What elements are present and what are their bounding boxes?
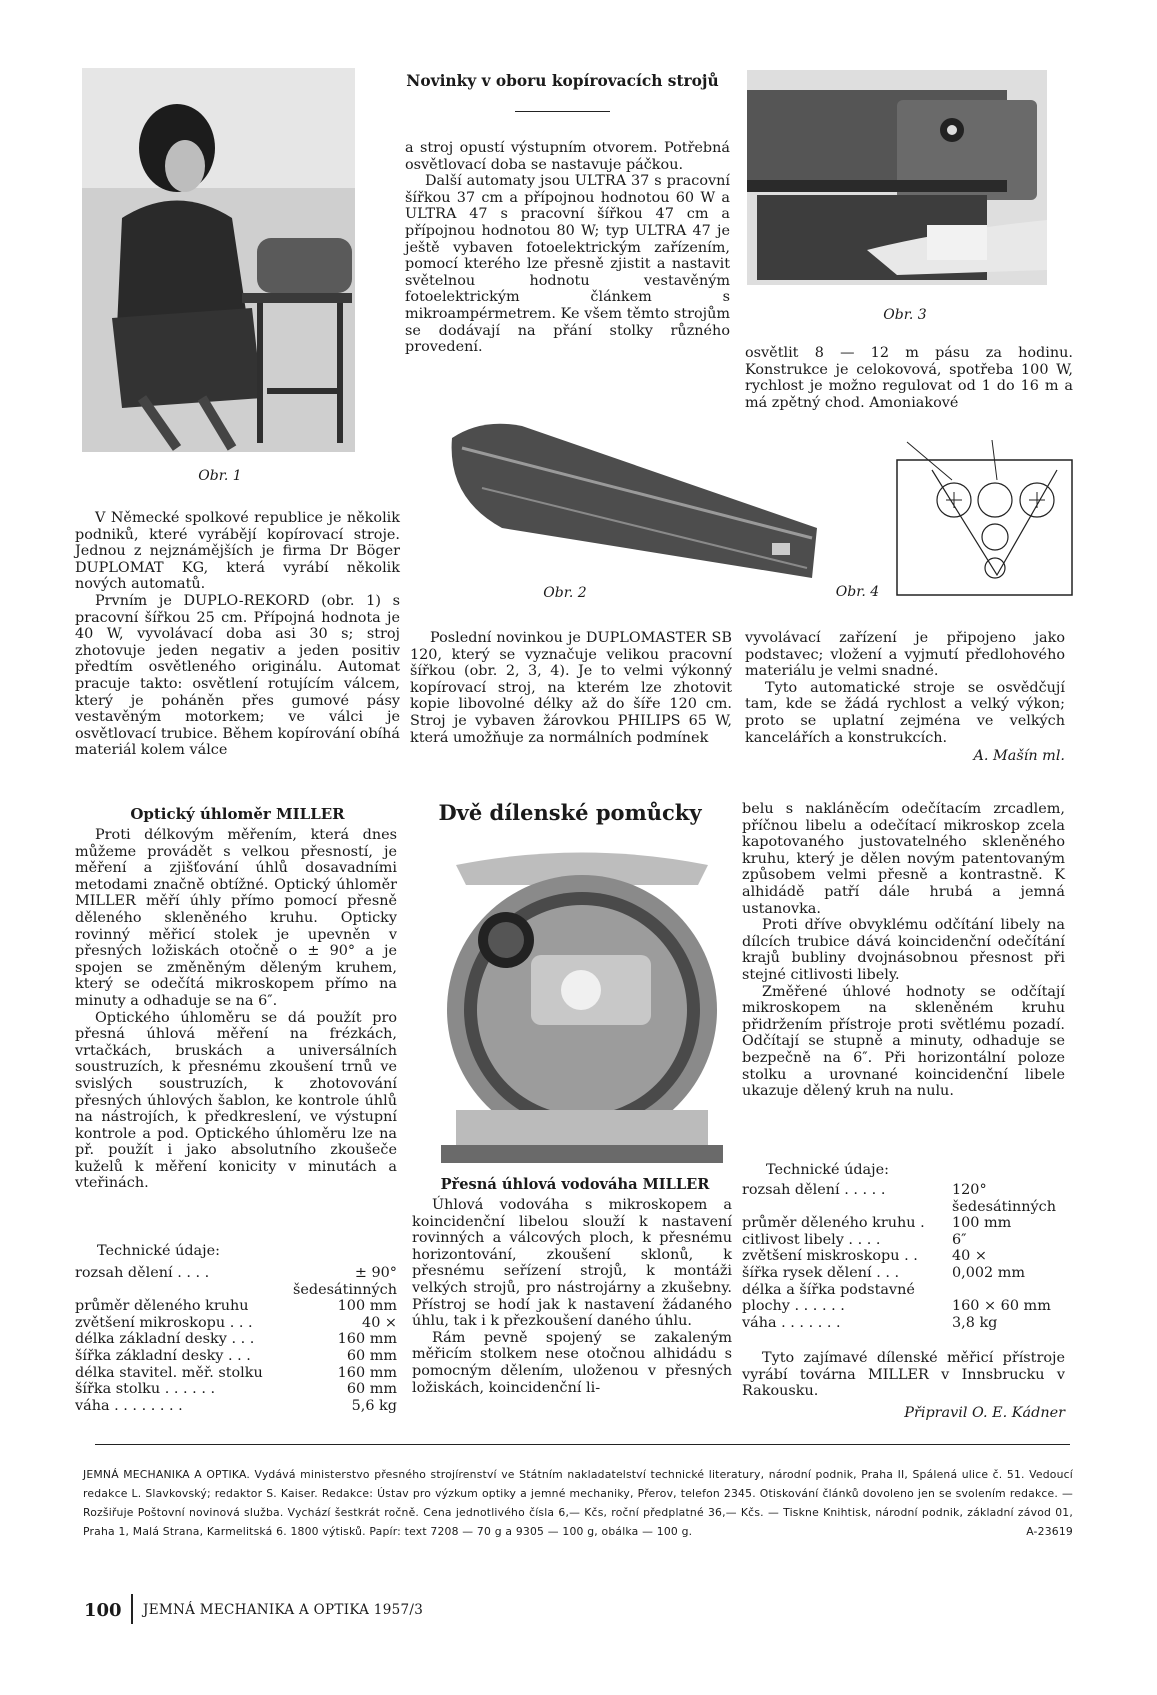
spec-name: citlivost libely . . . . [742, 1231, 881, 1248]
imprint-text [83, 1465, 1073, 1541]
spec-name: průměr děleného kruhu [75, 1298, 249, 1315]
spec-value: 60 mm [346, 1381, 397, 1398]
middle-article-text [412, 1197, 732, 1396]
spec-value: 100 mm [952, 1215, 1012, 1232]
spec-value: 6″ [952, 1231, 967, 1248]
imprint-code: A-23619 [1026, 1525, 1073, 1538]
spec-row [742, 1182, 1062, 1215]
article-title: Novinky v oboru kopírovacích strojů [406, 72, 719, 90]
spec-value: 40 × [362, 1314, 397, 1331]
spec-row [75, 1298, 397, 1315]
footer-divider [131, 1594, 133, 1624]
spec-row [75, 1365, 397, 1382]
right-specs [742, 1182, 1062, 1331]
spec-row [742, 1215, 1062, 1232]
spec-value: 160 mm [337, 1364, 397, 1381]
left-specs-label: Technické údaje: [97, 1243, 220, 1259]
spec-row [75, 1315, 397, 1332]
spec-row [75, 1331, 397, 1348]
spec-name: váha . . . . . . . [742, 1314, 841, 1331]
figure-3-caption: Obr. 3 [883, 307, 927, 323]
spec-value: 160 mm [337, 1331, 397, 1348]
figure-4-caption: Obr. 4 [835, 584, 880, 600]
spec-row [742, 1248, 1062, 1265]
top-author: A. Mašín ml. [973, 748, 1065, 764]
top-col2-bottom-text [410, 630, 732, 746]
spec-value: 5,6 kg [351, 1397, 397, 1414]
figure-4-diagram [892, 440, 1077, 598]
spec-row [742, 1315, 1062, 1332]
middle-article-title: Dvě dílenské pomůcky [438, 800, 702, 825]
spec-row [742, 1232, 1062, 1249]
protractor-image [436, 845, 728, 1165]
duplomaster-image [442, 418, 822, 596]
paragraph: Další automaty jsou ULTRA 37 s pracovní šířkou 37 cm a přípojnou hodnotou 60 W a ULTRA 47 s pracovní šířkou 47 cm a přípojnou hodnotou 80 W; typ ULTRA 47 je ještě vybaven fotoelektrickým zařízením, pomocí kterého lze přesně zjistit a nastavit světelnou hodnotu vestavěným fotoelektrickým článkem s mikroampérmetrem. Ke všem těmto strojům se dodávají na přání stolky různého provedení. [405, 173, 730, 356]
spec-name: délka stavitel. měř. stolku [75, 1364, 263, 1381]
right-closing-text [742, 1350, 1065, 1400]
figure-2-photo [442, 418, 822, 596]
spec-name: šířka stolku . . . . . . [75, 1381, 216, 1398]
spec-value: 160 × 60 mm [952, 1298, 1051, 1315]
paragraph: Proti délkovým měřením, která dnes můžeme provádět s velkou přesností, je měření a zjišťování úhlů dosavadními metodami značně obtížné. Optický úhloměr MILLER měří úhly přímo pomocí přesně děleného skleněného kruhu. Opticky rovinný měřicí stolek je upevněn v přesných ložiskách otočně o ± 90° a je spojen se změněným děleným kruhem, který se odečítá mikroskopem přímo na minuty a odhaduje se na 6″. [75, 827, 397, 1009]
right-author: Připravil O. E. Kádner [904, 1405, 1065, 1421]
middle-subtitle: Přesná úhlová vodováha MILLER [440, 1176, 710, 1193]
spec-value: 3,8 kg [952, 1314, 998, 1331]
top-col3-bottom-text [745, 630, 1065, 746]
paragraph: V Německé spolkové republice je několik podniků, které vyrábějí kopírovací stroje. Jednou z nejznámějších je firma Dr Böger DUPLOMAT KG, která vyrábí několik nových automatů. [75, 510, 400, 593]
paragraph: Poslední novinkou je DUPLOMASTER SB 120, který se vyznačuje velikou pracovní šířkou (obr. 2, 3, 4). Je to velmi výkonný kopírovací stroj, na kterém lze zhotovit kopie libovolné délky až do šíře 120 cm. Stroj je vybaven žárovkou PHILIPS 65 W, která umožňuje za normálních podmínek [410, 630, 732, 746]
spec-name: průměr děleného kruhu . [742, 1215, 925, 1232]
figure-1-photo [82, 68, 355, 452]
spec-name: váha . . . . . . . . [75, 1397, 183, 1414]
paragraph: Rám pevně spojený se zakaleným měřicím stolkem nese otočnou alhidádu s pomocným dělením, uloženou v přesných ložiskách, koincidenční li- [412, 1329, 732, 1396]
figure-1-caption: Obr. 1 [198, 468, 242, 484]
spec-row [75, 1348, 397, 1365]
right-specs-label: Technické údaje: [766, 1162, 889, 1178]
spec-value: 40 × [952, 1248, 987, 1265]
page-number: 100 [84, 1600, 122, 1621]
left-specs [75, 1265, 397, 1414]
title-rule [515, 111, 610, 112]
right-article-text [742, 801, 1065, 1100]
paragraph: Optického úhloměru se dá použít pro přesná úhlová měření na frézkách, vrtačkách, bruskách a universálních soustruzích, k přesnému zkoušení trnů ve svislých soustruzích, k zhotovování přesných úhlových šablon, ke kontrole úhlů na nástrojích, k předkreslení, ve výstupní kontrole a pod. Optického úhloměru lze na př. použít i jako absolutního zkoušeče kuželů k měření konicity v minutách a vteřinách. [75, 1009, 397, 1192]
paragraph: vyvolávací zařízení je připojeno jako podstavec; vložení a vyjmutí předlohového materiálu je velmi snadné. [745, 630, 1065, 680]
paragraph: osvětlit 8 — 12 m pásu za hodinu. Konstrukce je celokovová, spotřeba 100 W, rychlost je možno regulovat od 1 do 16 m a má zpětný chod. Amoniakové [745, 345, 1073, 411]
spec-value: 120° šedesátinných [952, 1182, 1056, 1215]
spec-name: šířka základní desky . . . [75, 1347, 251, 1364]
paragraph: Proti dříve obvyklému odčítání libely na dílcích trubice dává koincidenční odečítání krajů bubliny dvojnásobnou přesnost při stejné citlivosti libely. [742, 917, 1065, 983]
left-article-text [75, 827, 397, 1192]
paragraph: Prvním je DUPLO-REKORD (obr. 1) s pracovní šířkou 25 cm. Přípojná hodnota je 40 W, vyvolávací doba asi 30 s; stroj zhotovuje jeden negativ a jeden positiv předtím osvětleného originálu. Automat pracuje takto: osvětlení rotujícím válcem, který je poháněn přes gumové pásy vestavěným motorkem; ve válci je osvětlovací trubice. Během kopírování obíhá materiál kolem válce [75, 592, 400, 759]
paragraph: a stroj opustí výstupním otvorem. Potřebná osvětlovací doba se nastavuje páčkou. [405, 140, 730, 173]
spec-name: šířka rysek dělení . . . [742, 1264, 900, 1281]
spec-name: zvětšení miskroskopu . . [742, 1248, 918, 1265]
spec-name: délka a šířka podstavné plochy . . . . . . [742, 1281, 915, 1315]
top-col3-text [745, 345, 1073, 411]
copier-detail-image [747, 70, 1047, 285]
spec-row [75, 1398, 397, 1415]
spec-value: 100 mm [337, 1298, 397, 1315]
spec-value: 0,002 mm [952, 1264, 1026, 1281]
woman-at-copier-image [82, 68, 355, 452]
spec-name: rozsah dělení . . . . [75, 1265, 210, 1281]
spec-row [742, 1265, 1062, 1282]
left-article-title: Optický úhloměr MILLER [130, 805, 345, 823]
spec-row [75, 1265, 397, 1298]
spec-name: délka základní desky . . . [75, 1331, 255, 1348]
spec-value: ± 90° šedesátinných [293, 1265, 397, 1298]
paragraph: Tyto zajímavé dílenské měřicí přístroje vyrábí továrna MILLER v Innsbrucku v Rakousku. [742, 1350, 1065, 1400]
spec-value: 60 mm [346, 1347, 397, 1364]
figure-2-caption: Obr. 2 [543, 585, 587, 601]
spec-name: rozsah dělení . . . . . [742, 1182, 886, 1198]
spec-row [75, 1381, 397, 1398]
spec-row [742, 1282, 1062, 1315]
spec-name: zvětšení mikroskopu . . . [75, 1314, 253, 1331]
top-col1-text [75, 510, 400, 759]
journal-name: JEMNÁ MECHANIKA A OPTIKA 1957/3 [143, 1602, 424, 1618]
top-col2-text [405, 140, 730, 356]
paragraph: Tyto automatické stroje se osvědčují tam, kde se žádá rychlost a velký výkon; proto se uplatní zejména ve velkých kancelářích a konstrukcích. [745, 679, 1065, 746]
paragraph: Změřené úhlové hodnoty se odčítají mikroskopem na skleněném kruhu přidržením přístroje proti světlému pozadí. Odčítají se stupně a minuty, odhaduje se bezpečně na 6″. Při horizontální poloze stolku a urovnané koincidenční libele ukazuje dělený kruh na nulu. [742, 983, 1065, 1100]
imprint-top-rule [95, 1444, 1070, 1445]
paragraph: Úhlová vodováha s mikroskopem a koincidenční libelou slouží k nastavení rovinných a válcových ploch, k přesnému horizontování, zkoušení sklonů, k přesnému seřízení strojů, k montáži velkých strojů, pro nástrojárny a zkušebny. Přístroj se hodí jak k nastavení žádaného úhlu, tak i k přezkoušení daného úhlu. [412, 1197, 732, 1330]
figure-3-photo [747, 70, 1047, 285]
roller-diagram [892, 440, 1077, 598]
protractor-photo [436, 845, 728, 1165]
paragraph: belu s nakláněcím odečítacím zrcadlem, příčnou libelu a odečítací mikroskop zcela kapotovaného justovatelného skleněného kruhu, který je dělen novým patentovaným způsobem velmi přesně a kontrastně. K alhidádě patří dále hrubá a jemná ustanovka. [742, 801, 1065, 917]
imprint-body: JEMNÁ MECHANIKA A OPTIKA. Vydává ministerstvo přesného strojírenství ve Státním nakladatelství technické literatury, národní podnik, Praha II, Spálená ulice č. 51. Vedoucí redakce L. Slavkovský; redaktor S. Kaiser. Redakce: Ústav pro výzkum optiky a jemné mechaniky, Přerov, telefon 2345. Otiskování článků dovoleno jen se svolením redakce. — Rozšiřuje Poštovní novinová služba. Vychází šestkrát ročně. Cena jednotlivého čísla 6,— Kčs, roční předplatné 36,— Kčs. — Tiskne Knihtisk, národní podnik, základní závod 01, Praha 1, Malá Strana, Karmelitská 6. 1800 výtisků. Papír: text 7208 — 70 g a 9305 — 100 g, obálka — 100 g. [83, 1468, 1073, 1538]
